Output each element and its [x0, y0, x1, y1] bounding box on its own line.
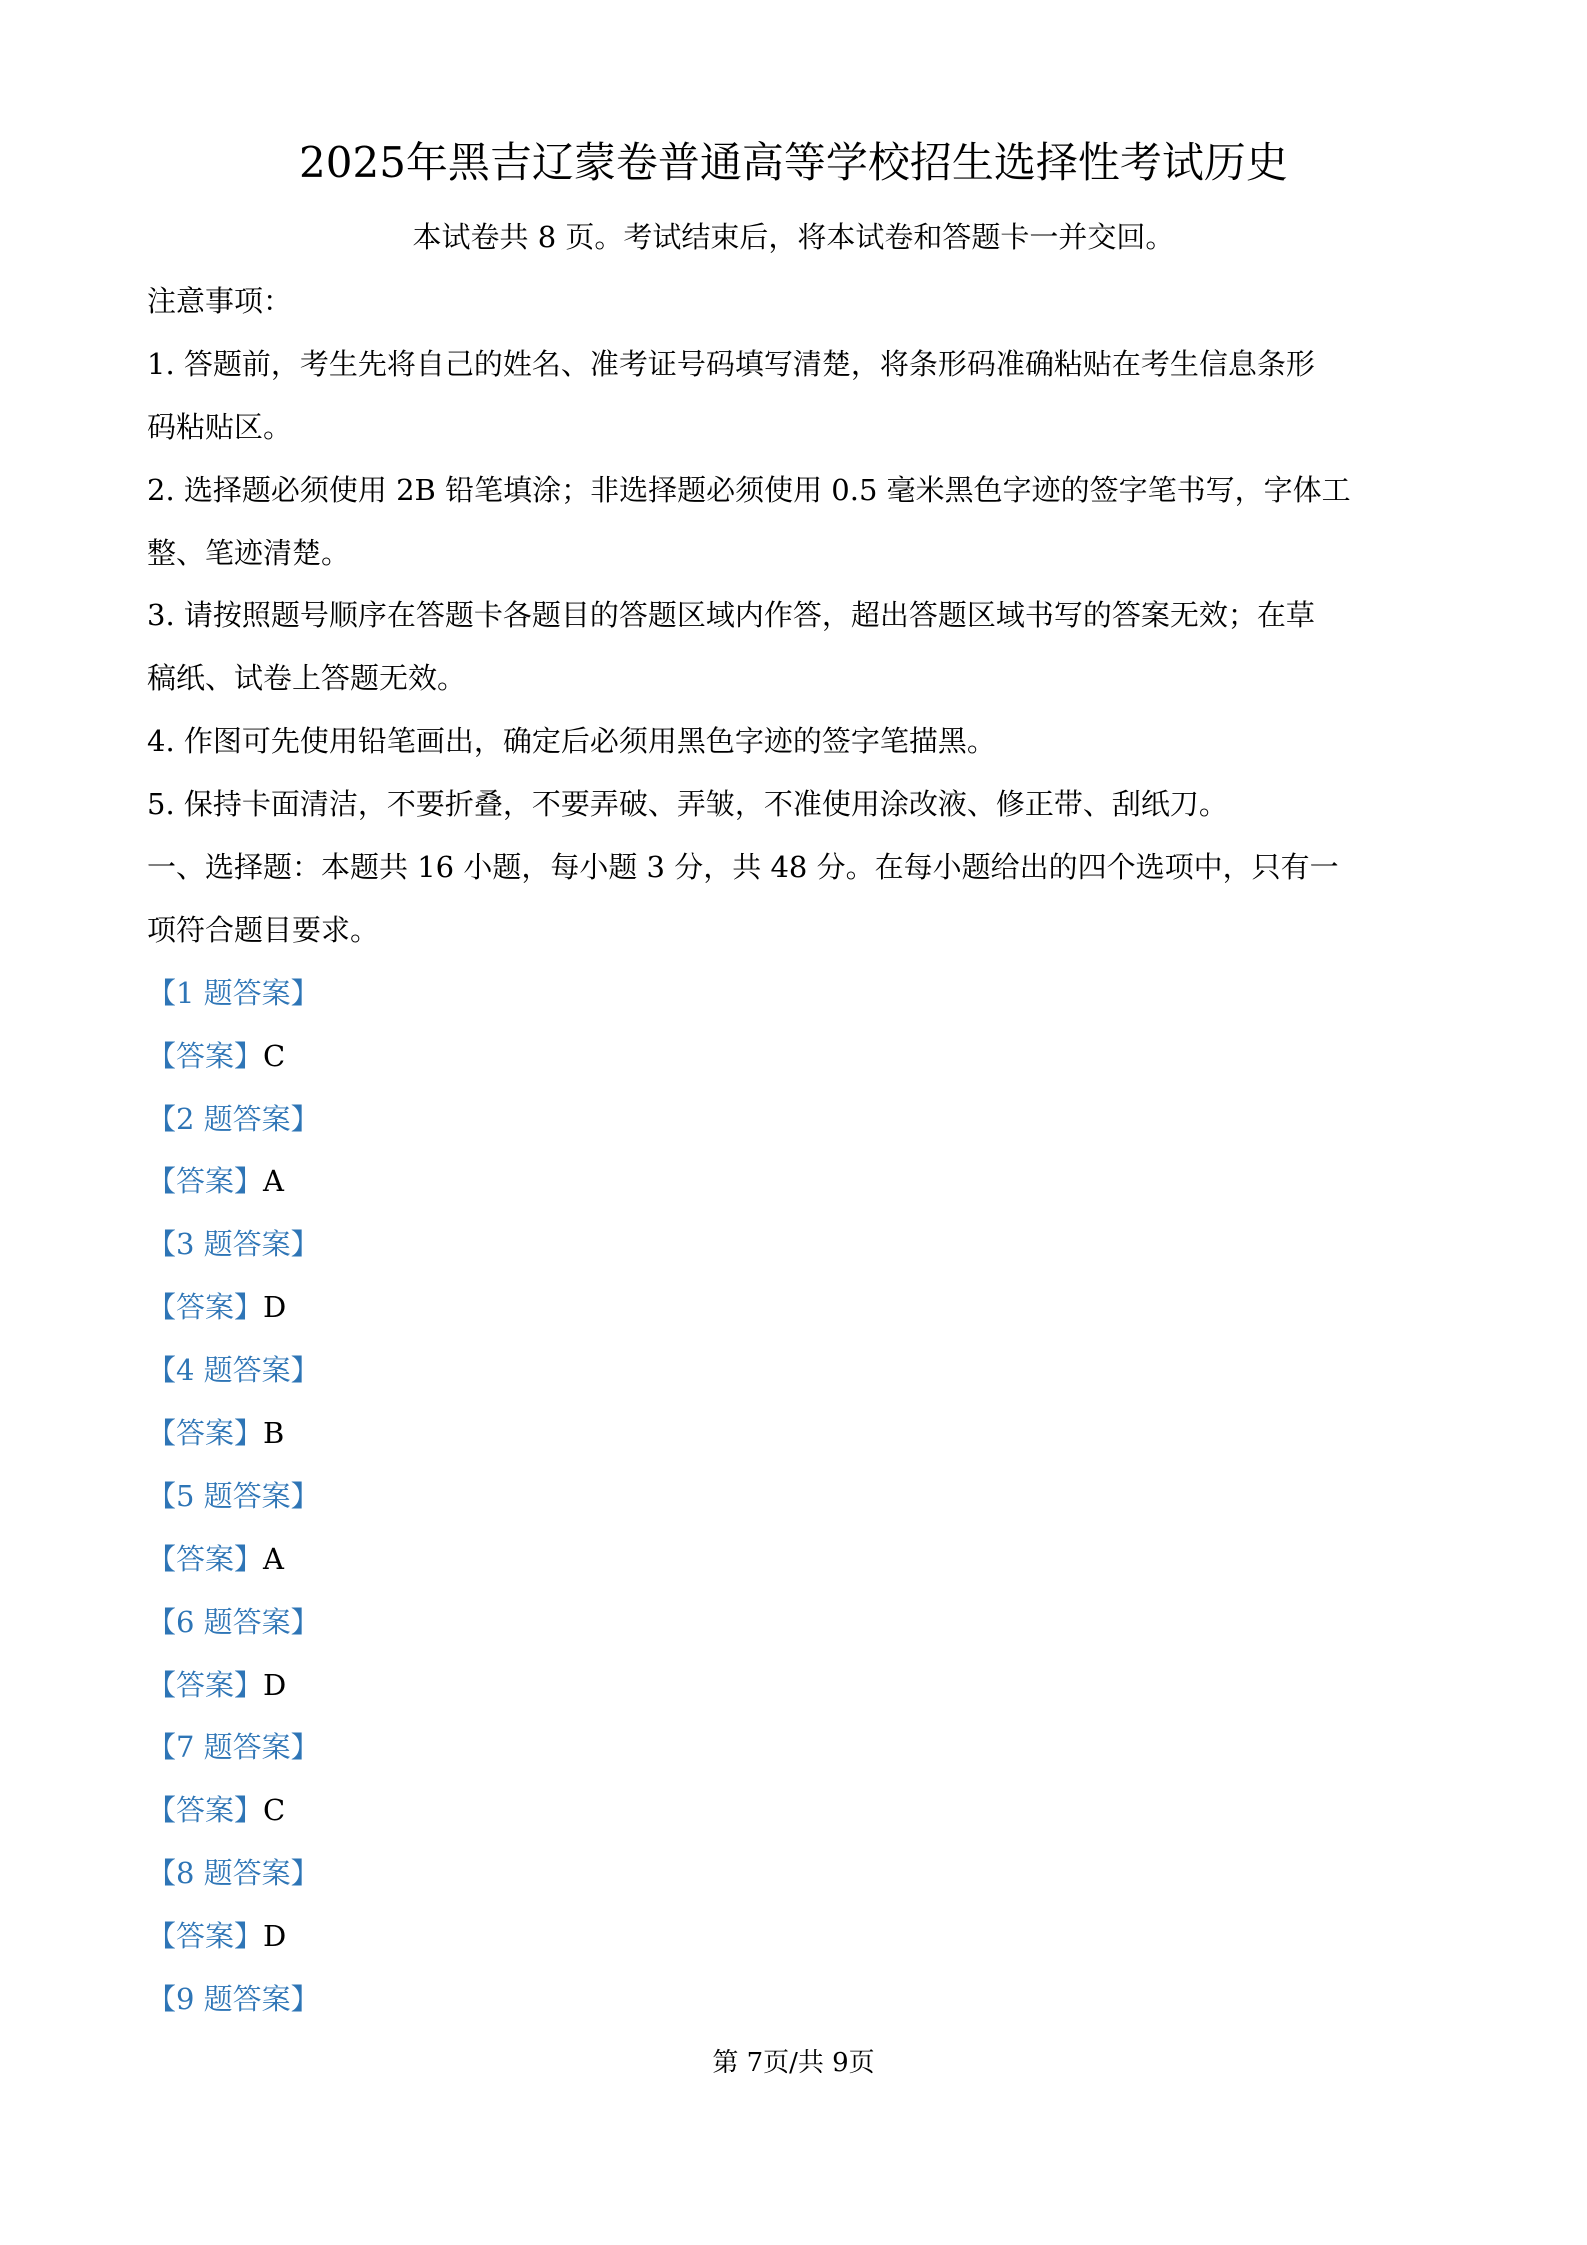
answer-row — [147, 1528, 1467, 1591]
answer-value: D — [263, 1290, 287, 1325]
answer-label: 【答案】 — [147, 1416, 264, 1451]
answer-value: B — [263, 1416, 285, 1451]
answer-row — [147, 1905, 1467, 1968]
answer-row — [147, 1402, 1467, 1465]
page-footer: 第 7页/共 9页 — [712, 2048, 875, 2078]
question-answer-header: 【7 题答案】 — [147, 1730, 320, 1765]
notice-line: 4. 作图可先使用铅笔画出，确定后必须用黑色字迹的签字笔描黑。 — [147, 724, 996, 759]
question-answer-header: 【5 题答案】 — [147, 1478, 320, 1513]
answer-row — [147, 1150, 1467, 1213]
answer-row — [147, 1276, 1467, 1339]
answer-label: 【答案】 — [147, 1164, 264, 1199]
section-heading: 项符合题目要求。 — [147, 912, 380, 947]
answer-value: C — [263, 1038, 286, 1073]
page-title: 2025年黑吉辽蒙卷普通高等学校招生选择性考试历史 — [299, 138, 1288, 187]
answer-label: 【答案】 — [147, 1793, 264, 1828]
notice-line: 3. 请按照题号顺序在答题卡各题目的答题区域内作答，超出答题区域书写的答案无效；在草 — [147, 598, 1315, 633]
answer-label: 【答案】 — [147, 1541, 264, 1576]
question-answer-header: 【3 题答案】 — [147, 1227, 320, 1262]
question-answer-header: 【6 题答案】 — [147, 1604, 320, 1639]
notice-line: 码粘贴区。 — [147, 409, 293, 444]
section-heading: 一、选择题：本题共 16 小题，每小题 3 分，共 48 分。在每小题给出的四个选项中，只有一 — [147, 850, 1339, 885]
document-body — [147, 270, 1467, 2031]
question-answer-header: 【1 题答案】 — [147, 975, 320, 1010]
question-answer-header: 【2 题答案】 — [147, 1101, 320, 1136]
answer-value: A — [263, 1541, 284, 1576]
notice-line: 整、笔迹清楚。 — [147, 535, 351, 570]
question-answer-header: 【9 题答案】 — [147, 1982, 320, 2017]
answer-value: C — [263, 1793, 286, 1828]
notice-line: 2. 选择题必须使用 2B 铅笔填涂；非选择题必须使用 0.5 毫米黑色字迹的签字笔书写，字体工 — [147, 472, 1351, 507]
notice-line: 5. 保持卡面清洁，不要折叠，不要弄破、弄皱，不准使用涂改液、修正带、刮纸刀。 — [147, 787, 1228, 822]
answer-row — [147, 1025, 1467, 1088]
question-answer-header: 【8 题答案】 — [147, 1856, 320, 1891]
answer-label: 【答案】 — [147, 1038, 264, 1073]
answer-list — [147, 962, 1467, 2031]
answer-value: A — [263, 1164, 284, 1199]
notice-line: 1. 答题前，考生先将自己的姓名、准考证号码填写清楚，将条形码准确粘贴在考生信息条形 — [147, 346, 1315, 381]
answer-value: D — [263, 1667, 287, 1702]
answer-label: 【答案】 — [147, 1919, 264, 1954]
notice-line: 稿纸、试卷上答题无效。 — [147, 661, 467, 696]
answer-value: D — [263, 1919, 287, 1954]
page-subtitle: 本试卷共 8 页。考试结束后，将本试卷和答题卡一并交回。 — [412, 220, 1175, 254]
notice-heading: 注意事项： — [147, 284, 293, 318]
answer-label: 【答案】 — [147, 1667, 264, 1702]
answer-row — [147, 1654, 1467, 1717]
answer-row — [147, 1779, 1467, 1842]
question-answer-header: 【4 题答案】 — [147, 1353, 320, 1388]
answer-label: 【答案】 — [147, 1290, 264, 1325]
